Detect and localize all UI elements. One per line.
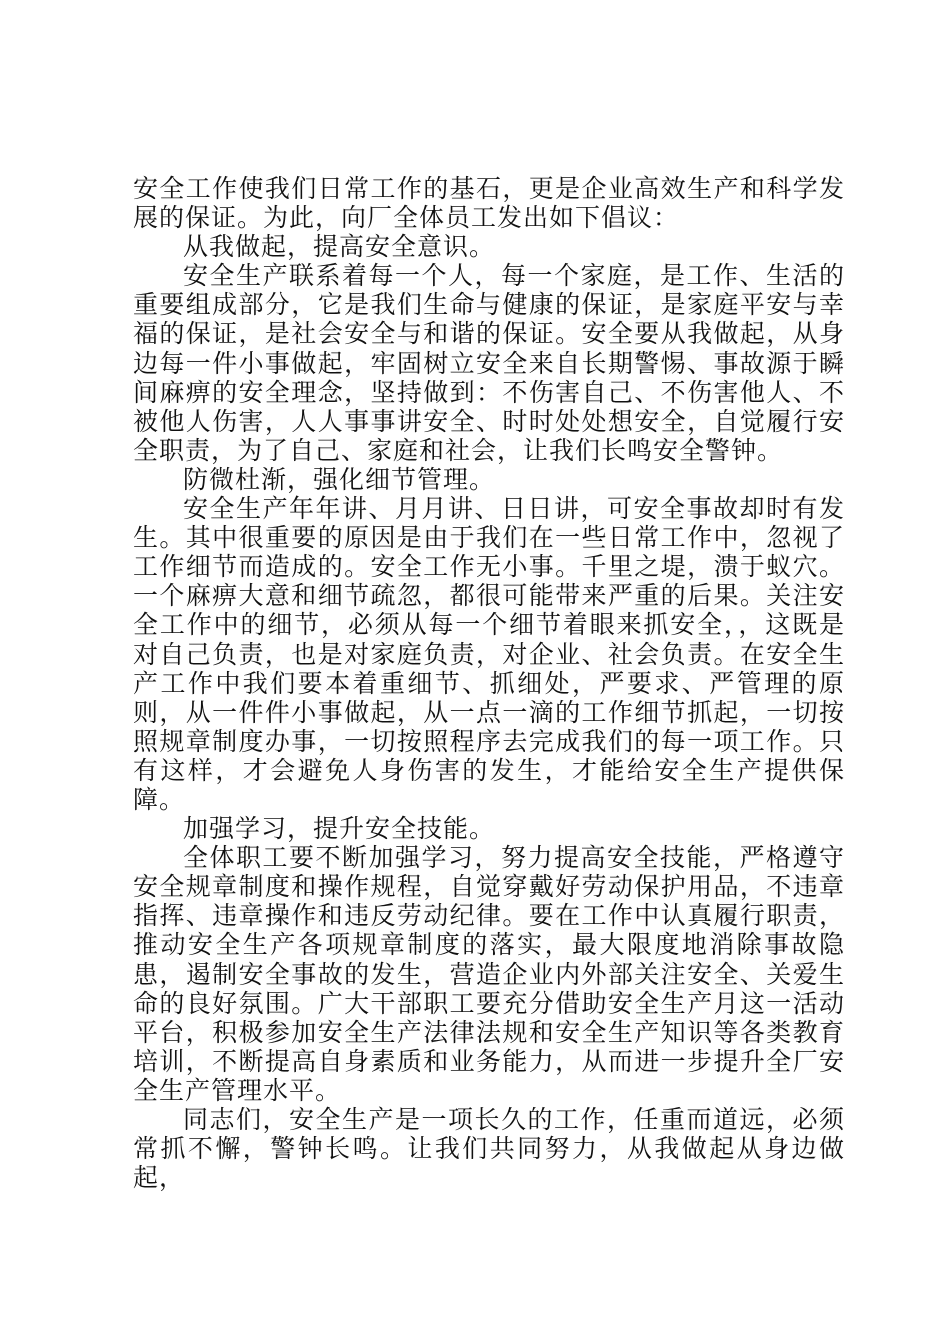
paragraph-details: 安全生产年年讲、月月讲、日日讲，可安全事故却时有发生。其中很重要的原因是由于我们在一些日常工作中，忽视了工作细节而造成的。安全工作无小事。千里之堤，溃于蚁穴。一个麻痹大意和细节疏忽，都很可能带来严重的后果。关注安全工作中的细节，必须从每一个细节着眼来抓安全，，这既是对自己负责，也是对家庭负责，对企业、社会负责。在安全生产工作中我们要本着重细节、抓细处，严要求、严管理的原则，从一件件小事做起，从一点一滴的工作细节抓起，一切按照规章制度办事，一切按照程序去完成我们的每一项工作。只有这样，才会避免人身伤害的发生，才能给安全生产提供保障。: [133, 494, 845, 814]
section-heading-details: 防微杜渐，强化细节管理。: [183, 464, 496, 494]
paragraph-closing: 同志们，安全生产是一项长久的工作，任重而道远，必须常抓不懈，警钟长鸣。让我们共同努力，从我做起从身边做起，: [133, 1105, 845, 1193]
paragraph-intro: 安全工作使我们日常工作的基石，更是企业高效生产和科学发展的保证。为此，向厂全体员工发出如下倡议：: [133, 174, 845, 233]
document-body: [133, 174, 845, 1192]
section-heading-learning: 加强学习，提升安全技能。: [183, 814, 496, 844]
section-heading-awareness: 从我做起，提高安全意识。: [183, 232, 496, 262]
paragraph-awareness: 安全生产联系着每一个人，每一个家庭，是工作、生活的重要组成部分，它是我们生命与健康的保证，是家庭平安与幸福的保证，是社会安全与和谐的保证。安全要从我做起，从身边每一件小事做起，牢固树立安全来自长期警惕、事故源于瞬间麻痹的安全理念，坚持做到：不伤害自己、不伤害他人、不被他人伤害，人人事事讲安全、时时处处想安全，自觉履行安全职责，为了自己、家庭和社会，让我们长鸣安全警钟。: [133, 261, 845, 465]
paragraph-learning: 全体职工要不断加强学习，努力提高安全技能，严格遵守安全规章制度和操作规程，自觉穿戴好劳动保护用品，不违章指挥、违章操作和违反劳动纪律。要在工作中认真履行职责，推动安全生产各项规章制度的落实，最大限度地消除事故隐患，遏制安全事故的发生，营造企业内外部关注安全、关爱生命的良好氛围。广大干部职工要充分借助安全生产月这一活动平台，积极参加安全生产法律法规和安全生产知识等各类教育培训，不断提高自身素质和业务能力，从而进一步提升全厂安全生产管理水平。: [133, 843, 845, 1105]
